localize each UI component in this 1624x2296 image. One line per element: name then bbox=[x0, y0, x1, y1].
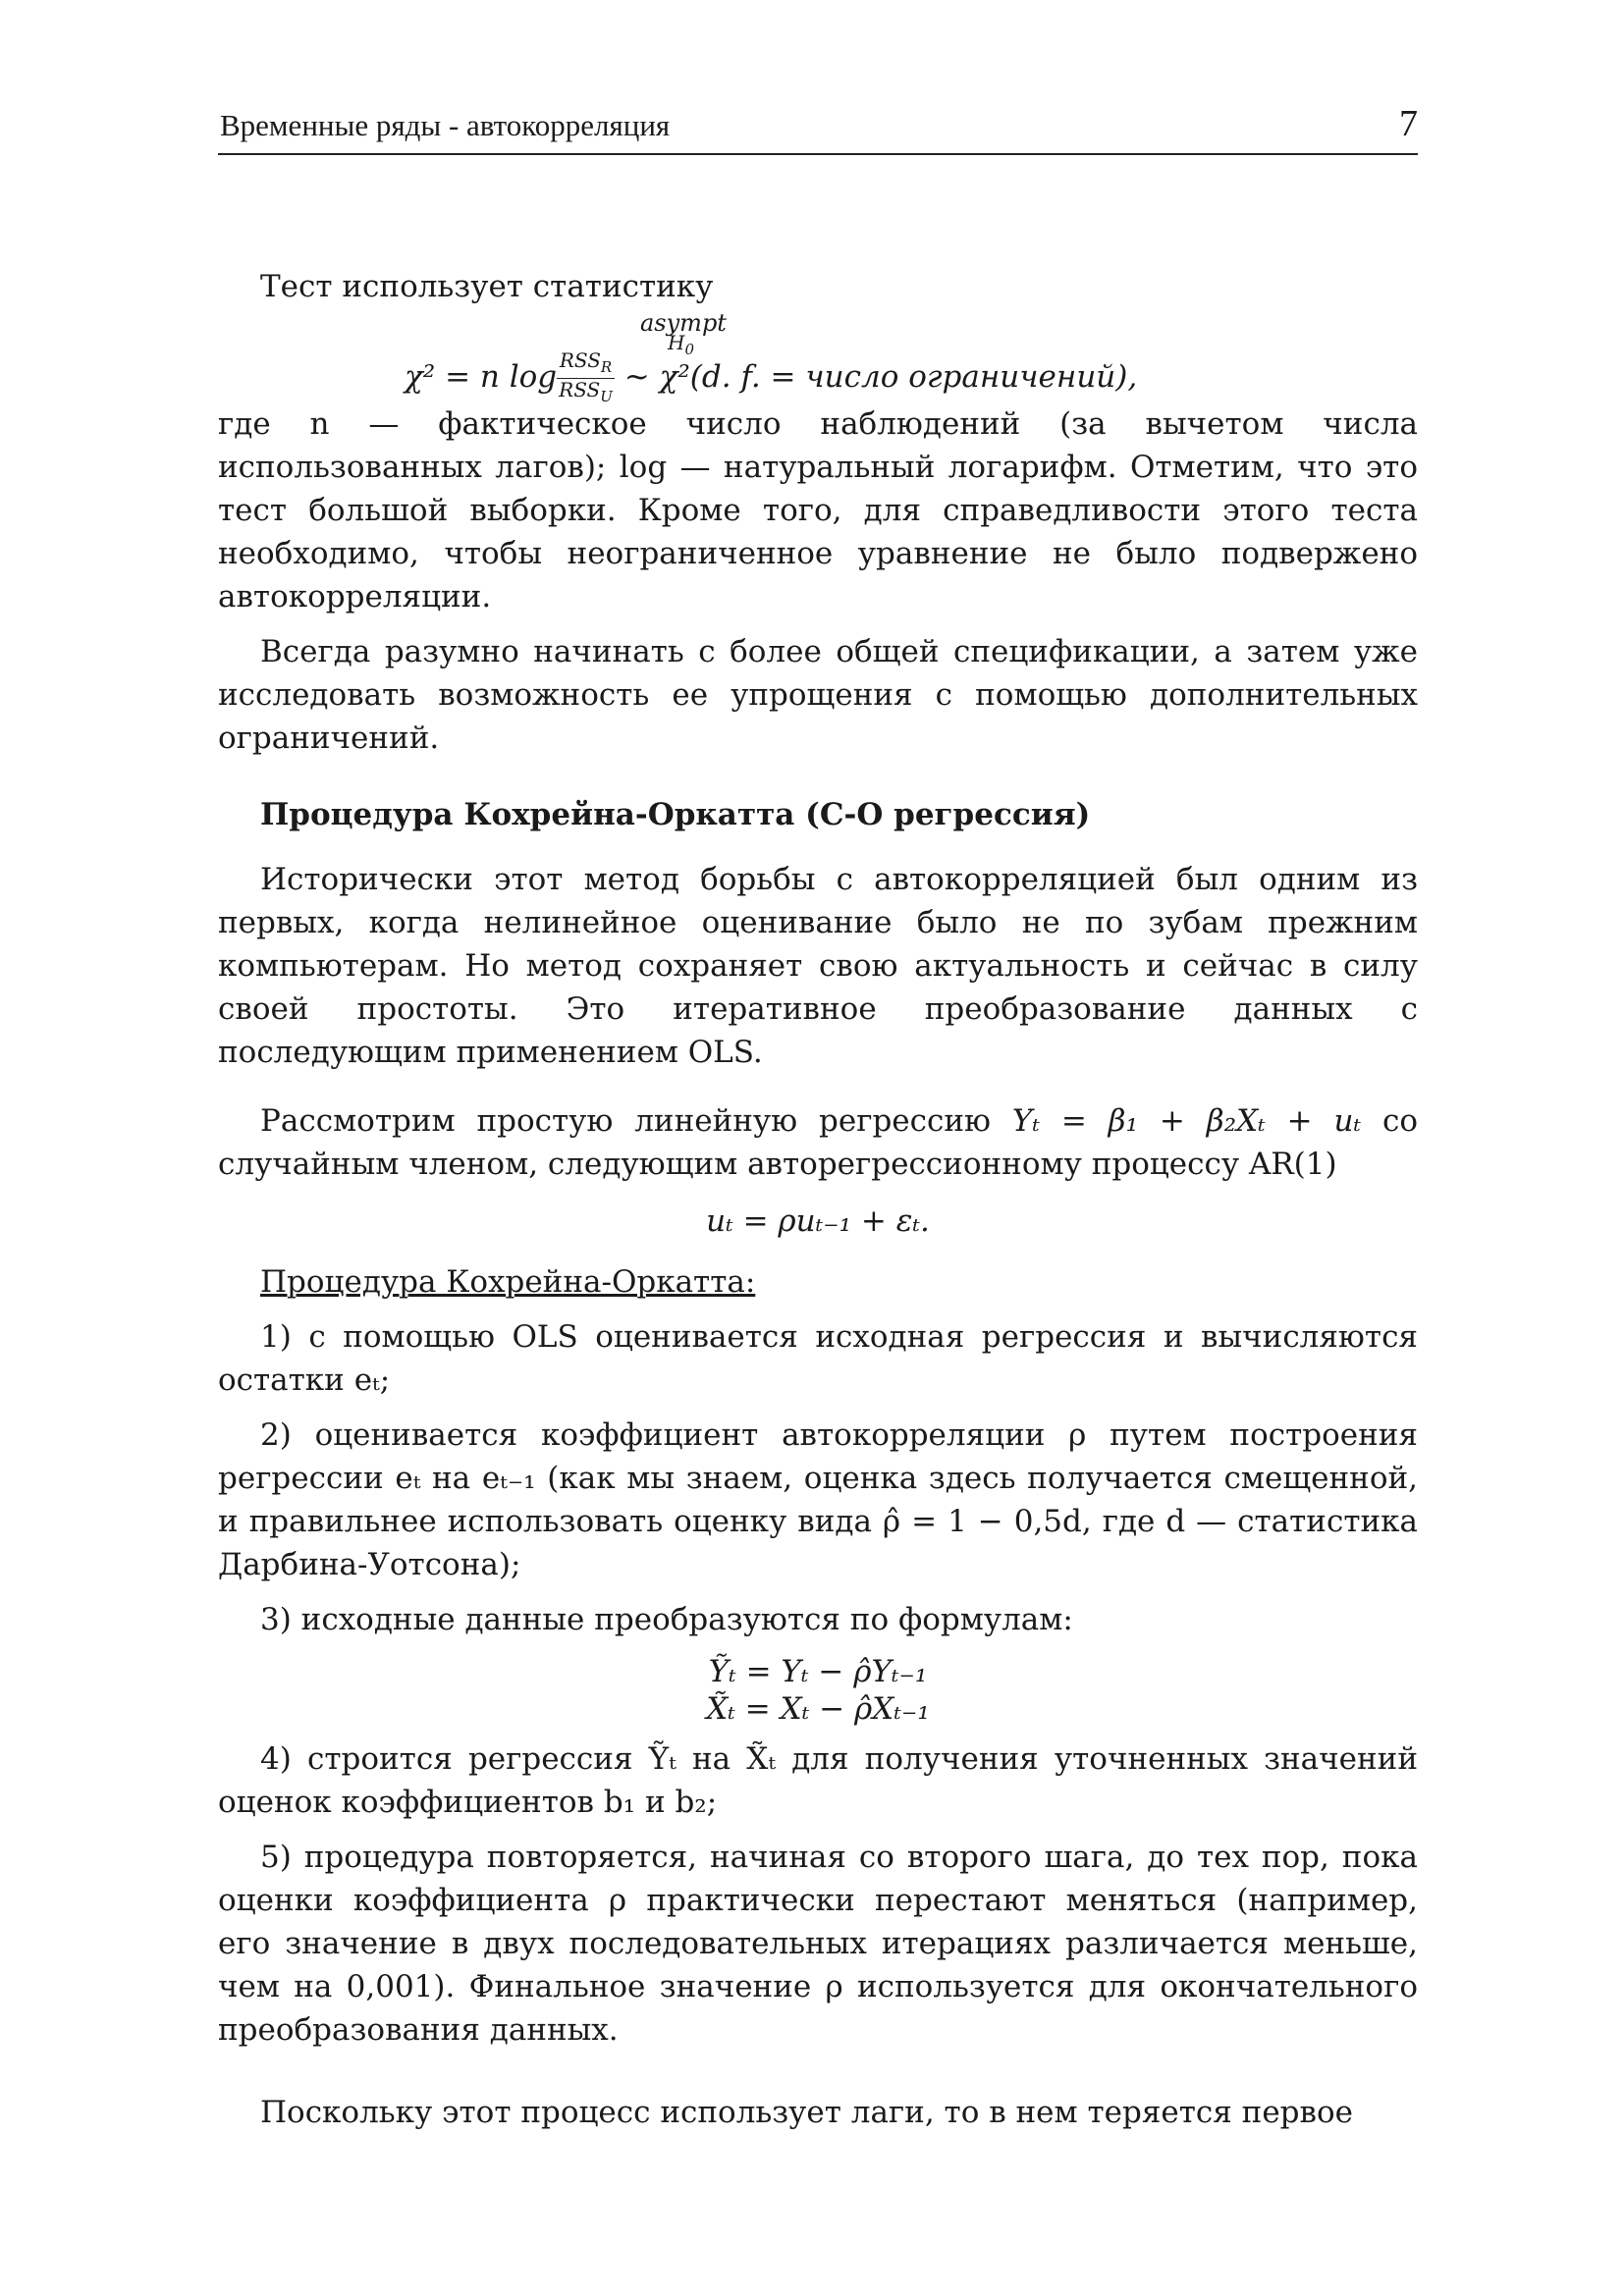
section-heading: Процедура Кохрейна-Оркатта (C-O регрессия) bbox=[260, 797, 1091, 832]
formula-asympt: asympt bbox=[640, 309, 727, 337]
regression-formula: Yₜ = β₁ + β₂Xₜ + uₜ bbox=[1011, 1103, 1362, 1139]
step-4: 4) строится регрессия Ỹₜ на X̃ₜ для получения уточненных значений оценок коэффициентов b₁ и b₂; bbox=[218, 1741, 1418, 1820]
last-line: Поскольку этот процесс использует лаги, то в нем теряется первое bbox=[260, 2095, 1353, 2130]
page-number: 7 bbox=[1399, 103, 1418, 144]
rss-fraction: $\frac{RSS_R}{RSS_U}$ bbox=[559, 348, 613, 405]
page-body bbox=[218, 265, 1418, 2134]
formula-main: χ² = n log $\frac{RSS_R}{RSS_U}$ ~ χ²(d. f. = число ограничений), bbox=[405, 348, 1138, 405]
running-header bbox=[218, 98, 1418, 155]
intro-paragraph-1: где n — фактическое число наблюдений (за вычетом числа использованных лагов); log — натуральный логарифм. Отметим, что это тест большой выборки. Кроме того, для справедливости этого теста необходимо, чтобы неограниченное уравнение не было подвержено автокорреляции. bbox=[218, 406, 1418, 614]
chi-square-formula bbox=[218, 308, 1418, 405]
intro-lead: Тест использует статистику bbox=[260, 269, 714, 304]
header-title: Временные ряды - автокорреляция bbox=[220, 108, 671, 142]
transform-x: X̃ₜ = Xₜ − ρ̂Xₜ₋₁ bbox=[706, 1691, 930, 1727]
section-paragraph-1: Исторически этот метод борьбы с автокорреляцией был одним из первых, когда нелинейное оценивание было не по зубам прежним компьютерам. Но метод сохраняет свою актуальность и сейчас в силу своей простоты. Это итеративное преобразование данных с последующим применением OLS. bbox=[218, 862, 1418, 1070]
ar-formula: uₜ = ρuₜ₋₁ + εₜ. bbox=[706, 1203, 930, 1239]
formula-h0: $H_0$ bbox=[668, 331, 694, 358]
step-1: 1) с помощью OLS оценивается исходная регрессия и вычисляются остатки eₜ; bbox=[218, 1319, 1418, 1398]
step-5: 5) процедура повторяется, начиная со второго шага, до тех пор, пока оценки коэффициента ρ практически перестают меняться (например, его значение в двух последовательных итерациях различается меньше, чем на 0,001). Финальное значение ρ используется для окончательного преобразования данных. bbox=[218, 1840, 1418, 2048]
intro-paragraph-2: Всегда разумно начинать с более общей спецификации, а затем уже исследовать возможность ее упрощения с помощью дополнительных ограничений. bbox=[218, 634, 1418, 756]
step-3: 3) исходные данные преобразуются по формулам: bbox=[260, 1602, 1073, 1637]
section-paragraph-2: Рассмотрим простую линейную регрессию Yₜ = β₁ + β₂Xₜ + uₜ со случайным членом, следующим авторегрессионному процессу AR(1) bbox=[218, 1103, 1418, 1182]
transform-formulas bbox=[218, 1653, 1418, 1728]
transform-y: Ỹₜ = Yₜ − ρ̂Yₜ₋₁ bbox=[708, 1654, 928, 1689]
procedure-title: Процедура Кохрейна-Оркатта: bbox=[260, 1264, 756, 1300]
step-2: 2) оценивается коэффициент автокорреляции ρ путем построения регрессии eₜ на eₜ₋₁ (как мы знаем, оценка здесь получается смещенной, и правильнее использовать оценку вида ρ̂ = 1 − 0,5d, где d — статистика Дарбина-Уотсона); bbox=[218, 1417, 1418, 1582]
